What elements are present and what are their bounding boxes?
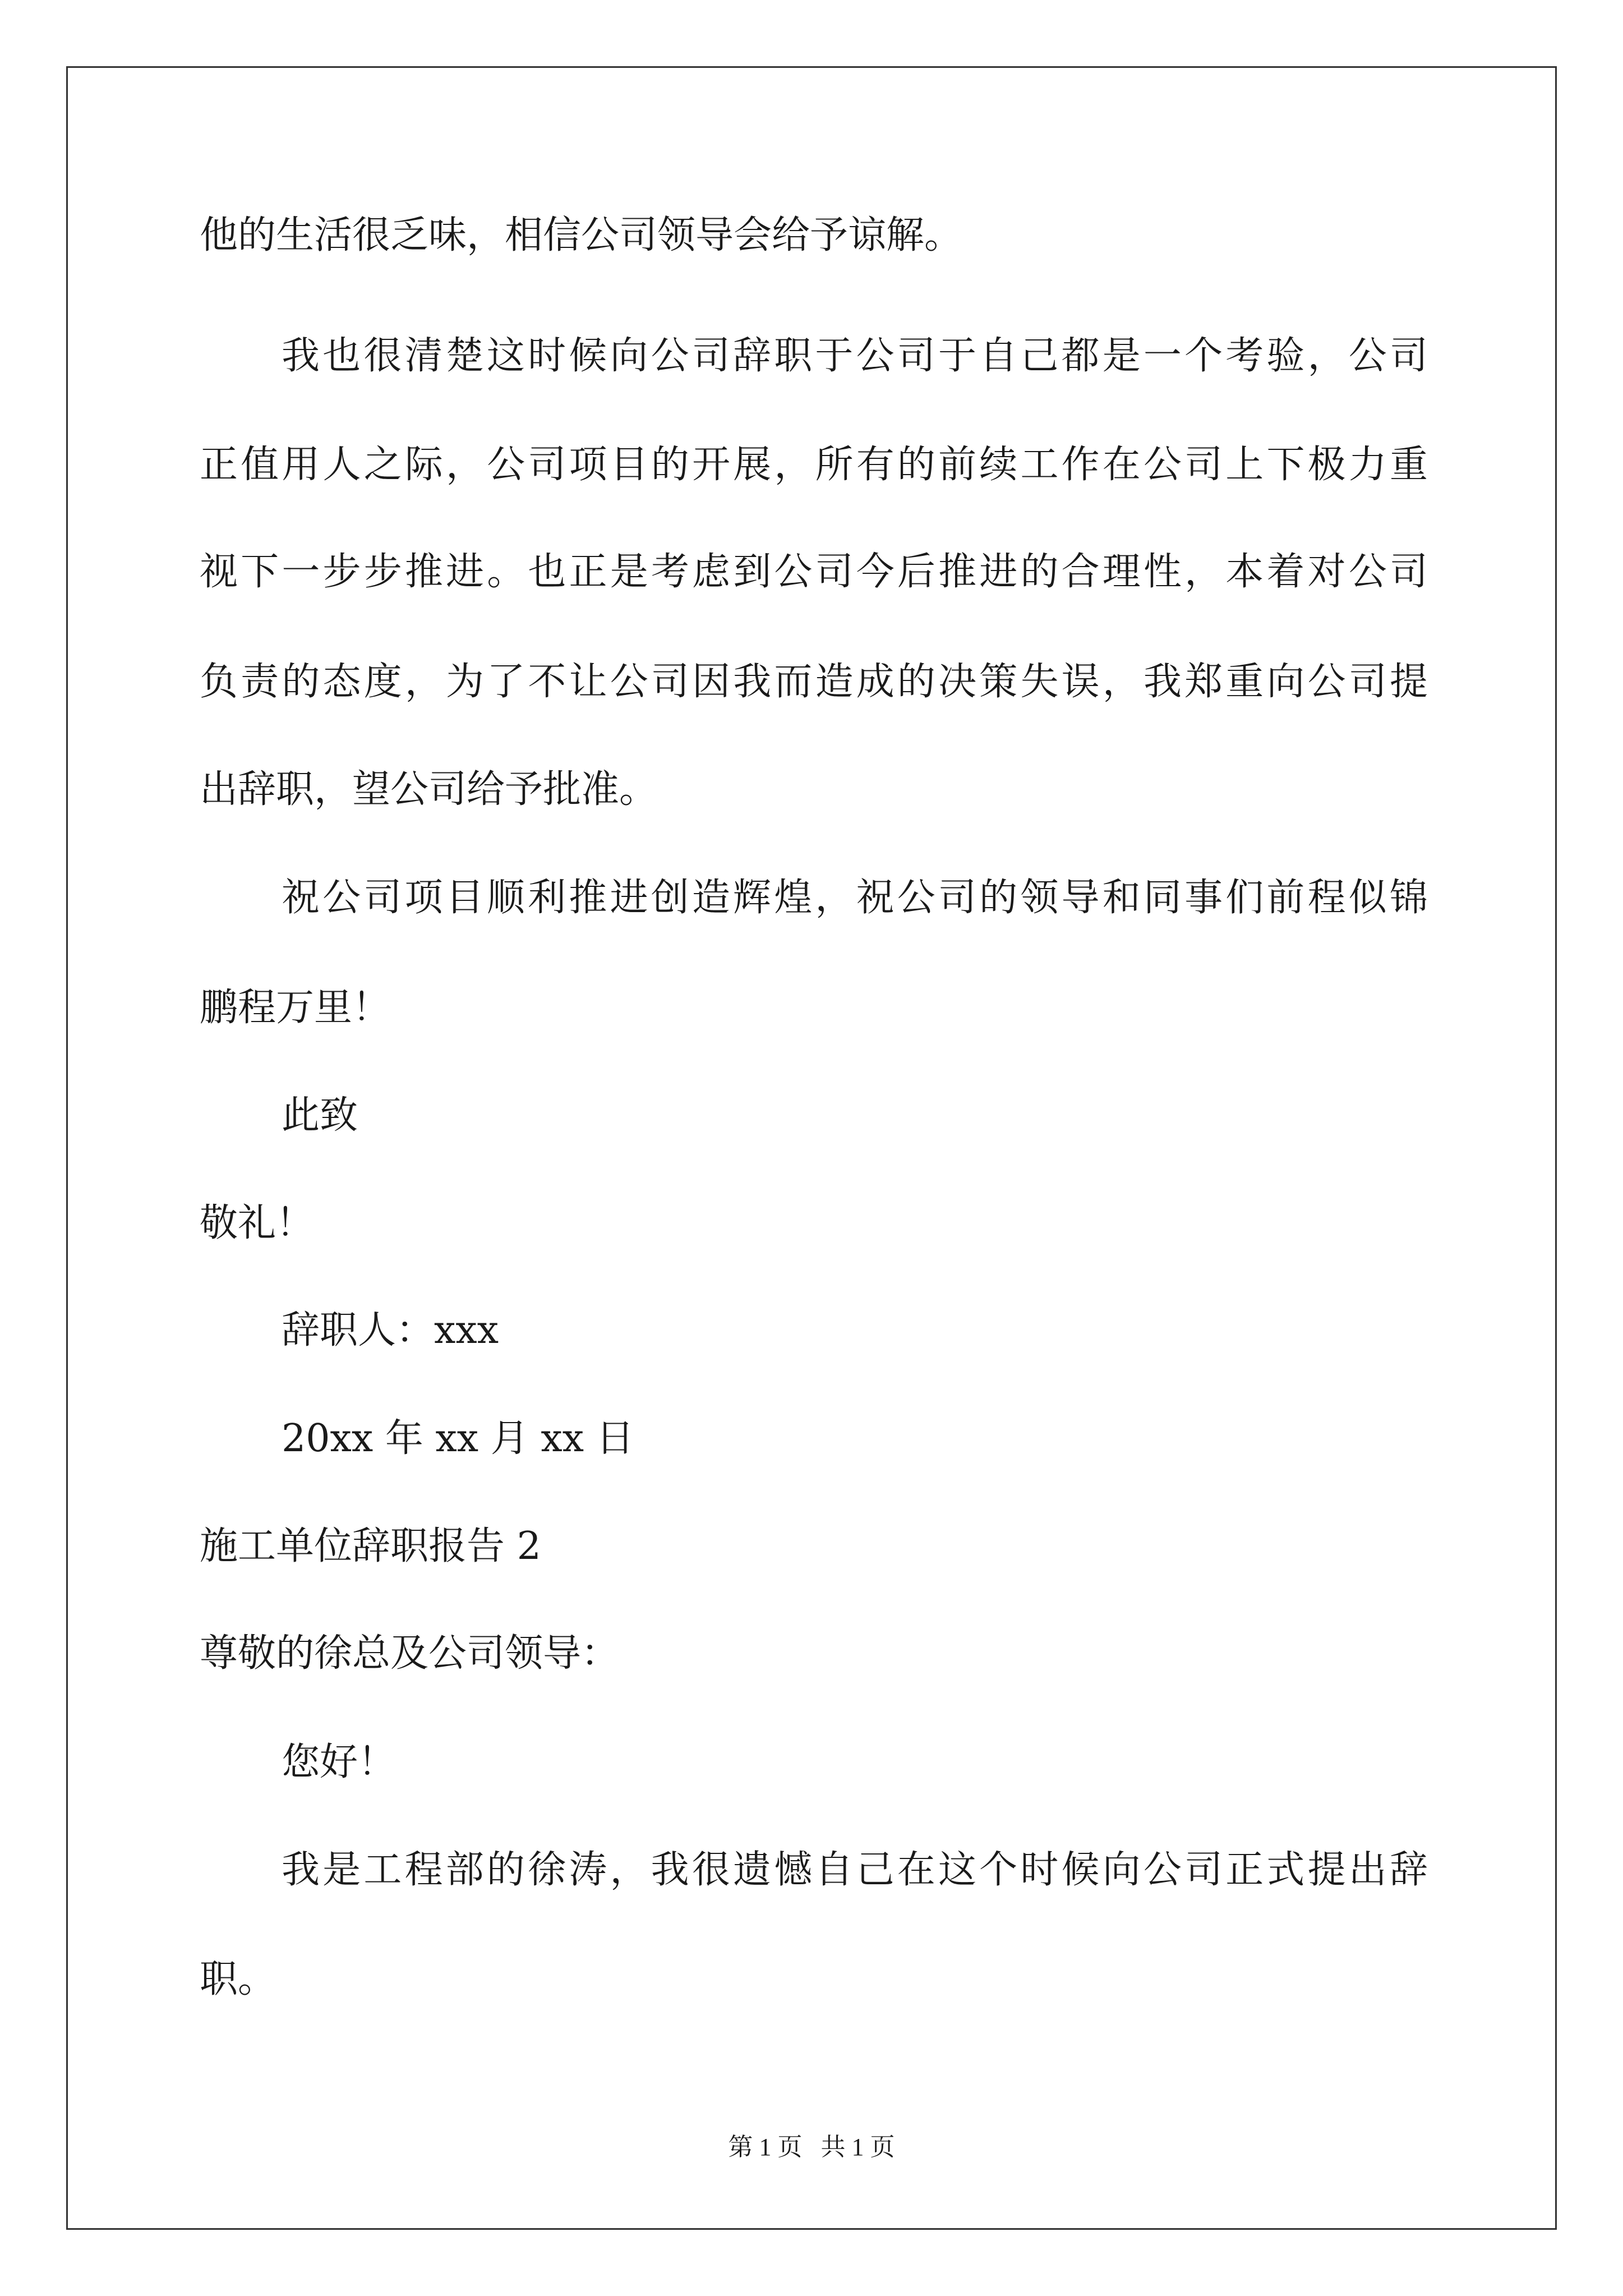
paragraph-line: 出辞职，望公司给予批准。 [200,767,658,812]
paragraph-line: 鹏程万里！ [200,986,391,1030]
page-total: 共 1 页 [820,2133,895,2161]
signature-name: 辞职人：xxx [282,1308,499,1352]
page-border [66,66,1557,2230]
section-title: 施工单位辞职报告 2 [200,1524,541,1568]
paragraph-line: 负责的态度，为了不让公司因我而造成的决策失误，我郑重向公司提 [200,660,1428,704]
signature-date: 20xx 年 xx 月 xx 日 [282,1416,634,1461]
page-number: 第 1 页 [728,2133,803,2161]
paragraph-line: 正值用人之际，公司项目的开展，所有的前续工作在公司上下极力重 [200,443,1428,487]
letter-greeting: 您好！ [282,1740,396,1784]
paragraph-line: 祝公司项目顺利推进创造辉煌，祝公司的领导和同事们前程似锦 [282,876,1428,920]
salutation-closing: 此致 [282,1093,358,1138]
paragraph-line: 他的生活很乏味，相信公司领导会给予谅解。 [200,213,963,257]
salutation-regards: 敬礼！ [200,1201,315,1245]
paragraph-line: 职。 [200,1957,276,2001]
letter-addressee: 尊敬的徐总及公司领导： [200,1631,620,1676]
paragraph-line: 我是工程部的徐涛，我很遗憾自己在这个时候向公司正式提出辞 [282,1848,1428,1892]
paragraph-line: 视下一步步推进。也正是考虑到公司今后推进的合理性，本着对公司 [200,550,1428,594]
page-footer [0,2132,1623,2163]
paragraph-line: 我也很清楚这时候向公司辞职于公司于自己都是一个考验，公司 [282,334,1428,378]
